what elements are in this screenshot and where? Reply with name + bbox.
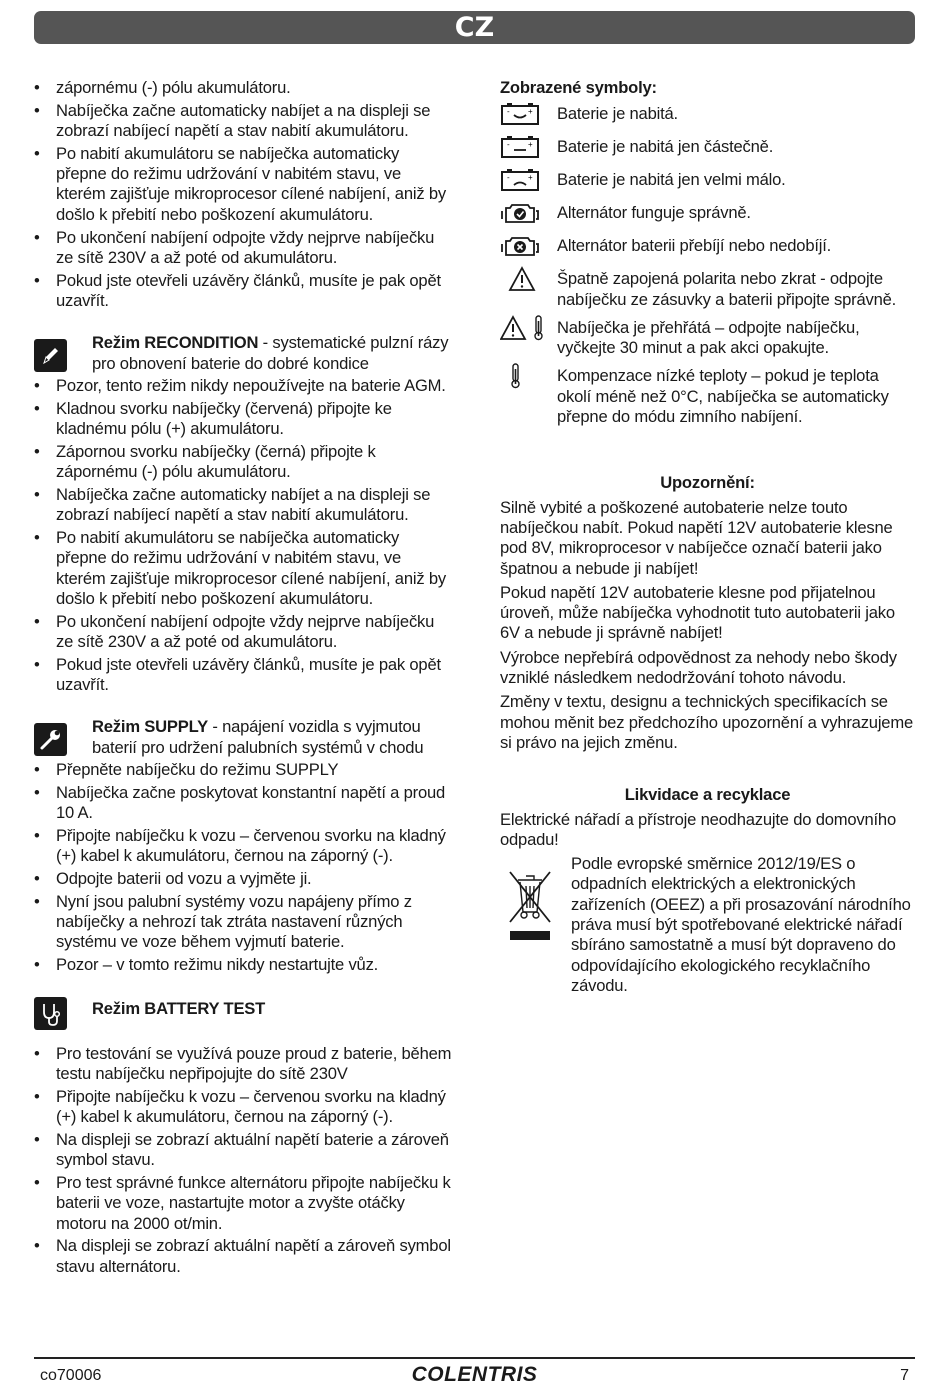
recycling-text: Podle evropské směrnice 2012/19/ES o odpadních elektrických a elektronických zařízeních (OEEZ) a při prosazování národního práva musí být spotřebované elektrické nářadí sbíráno samostatně a musí být dopraveno do odpovídajícího ekologického recyklačního závodu.: [571, 854, 911, 995]
product-code: co70006: [40, 1367, 102, 1384]
symbol-row: [500, 170, 915, 195]
svg-text:-: -: [507, 140, 510, 150]
svg-text:+: +: [528, 107, 533, 117]
list-item: • Nyní jsou palubní systémy vozu napájeny přímo z nabíječky a nehrozí tak ztráta nastavení různých systému ve voze během vyjmutí baterie.: [34, 892, 454, 953]
warning-paragraph: Výrobce nepřebírá odpovědnost za nehody nebo škody vzniklé následkem nedodržování tohoto návodu.: [500, 647, 897, 688]
list-item: • Na displeji se zobrazí aktuální napětí a zároveň symbol stavu alternátoru.: [34, 1236, 454, 1277]
symbol-row: [500, 104, 915, 129]
list-item: • Nabíječka začne automaticky nabíjet a na displeji se zobrazí nabíjecí napětí a stav nabití akumulátoru.: [34, 101, 454, 142]
warning-thermometer-icon: [500, 315, 544, 341]
list-item: • Po nabití akumulátoru se nabíječka automaticky přepne do režimu udržování v nabitém stavu, ve kterém zajišťuje mikroprocesor cílené nabíjení, aniž by došlo k přebití nebo poškození akumulátoru.: [34, 144, 454, 225]
recondition-mode-heading: [34, 333, 454, 374]
list-item: • Pozor, tento režim nikdy nepoužívejte na baterie AGM.: [34, 376, 454, 396]
warning-paragraph: Změny v textu, designu a technických specifikacích se mohou měnit bez předchozího upozornění a vyhrazujeme si právo na jejich změnu.: [500, 692, 913, 752]
warning-paragraph: Pokud napětí 12V autobaterie klesne pod přijatelnou úroveň, může nabíječka vyhodnotit tuto autobaterii jako 6V a nebude ji správně nabíjet!: [500, 582, 895, 643]
wrench-icon: [34, 723, 67, 756]
battery-test-mode-heading: [34, 999, 454, 1019]
left-column: [34, 78, 454, 1279]
list-item: • Připojte nabíječku k vozu – červenou svorku na kladný (+) kabel k akumulátoru, černou na záporný (-).: [34, 1087, 454, 1128]
charging-steps-list: [34, 78, 454, 311]
language-header: CZ: [34, 11, 915, 44]
symbol-row: [500, 269, 915, 310]
symbol-description: Baterie je nabitá.: [557, 104, 678, 124]
alternator-ok-icon: [500, 200, 544, 226]
list-item: • Pro testování se využívá pouze proud z baterie, během testu nabíječku nepřipojujte do sítě 230V: [34, 1044, 454, 1085]
list-item: • Pokud jste otevřeli uzávěry článků, musíte je pak opět uzavřít.: [34, 271, 454, 312]
svg-text:+: +: [528, 173, 533, 183]
svg-text:-: -: [507, 173, 510, 183]
crossed-bin-icon: [506, 866, 554, 944]
footer: [34, 1357, 915, 1386]
svg-text:-: -: [507, 107, 510, 117]
list-item: • Po nabití akumulátoru se nabíječka automaticky přepne do režimu udržování v nabitém stavu, ve kterém zajišťuje mikroprocesor cílené nabíjení, aniž by došlo k přebití nebo poškození akumulátoru.: [34, 528, 454, 609]
thermometer-icon: [500, 363, 544, 389]
alternator-fault-icon: [500, 233, 544, 259]
battery-full-icon: [500, 101, 544, 127]
list-item: • zápornému (-) pólu akumulátoru.: [34, 78, 454, 98]
list-item: • Přepněte nabíječku do režimu SUPPLY: [34, 760, 454, 780]
warning-paragraph: Silně vybité a poškozené autobaterie nelze touto nabíječkou nabít. Pokud napětí 12V autobaterie klesne pod 8V, mikroprocesor v nabíječce označí baterii jako špatnou a nebude ji nabíjet!: [500, 497, 893, 578]
supply-mode-heading: [34, 717, 454, 758]
recycling-title: Likvidace a recyklace: [624, 785, 791, 805]
brand-logo: COLENTRIS: [411, 1363, 538, 1386]
symbol-row: [500, 318, 915, 359]
right-column: [500, 78, 915, 996]
list-item: • Na displeji se zobrazí aktuální napětí baterie a zároveň symbol stavu.: [34, 1130, 454, 1171]
warning-paragraphs: [500, 498, 915, 754]
weee-section: [500, 854, 915, 996]
battery-low-icon: [500, 167, 544, 193]
svg-text:+: +: [528, 140, 533, 150]
pencil-icon: [34, 339, 67, 372]
recycling-intro: Elektrické nářadí a přístroje neodhazujte do domovního odpadu!: [500, 809, 896, 849]
supply-desc: - napájení vozidla s vyjmutou baterií pro udržení palubních systémů v chodu: [92, 717, 424, 757]
battery-partial-icon: [500, 134, 544, 160]
warning-icon: [500, 266, 544, 292]
list-item: • Nabíječka začne poskytovat konstantní napětí a proud 10 A.: [34, 783, 454, 824]
list-item: • Po ukončení nabíjení odpojte vždy nejprve nabíječku ze sítě 230V a až poté od akumulátoru.: [34, 612, 454, 653]
symbol-row: [500, 236, 915, 261]
list-item: • Pozor – v tomto režimu nikdy nestartujte vůz.: [34, 955, 454, 975]
symbol-description: Baterie je nabitá jen velmi málo.: [557, 170, 786, 190]
symbols-title: Zobrazené symboly:: [500, 78, 657, 97]
recondition-title: Režim RECONDITION: [92, 333, 259, 353]
supply-title: Režim SUPPLY: [92, 717, 208, 737]
symbol-description: Nabíječka je přehřátá – odpojte nabíječku, vyčkejte 30 minut a pak akci opakujte.: [557, 317, 860, 358]
list-item: • Odpojte baterii od vozu a vyjměte ji.: [34, 869, 454, 889]
symbol-description: Alternátor funguje správně.: [557, 203, 751, 223]
warning-title: Upozornění:: [660, 473, 755, 493]
symbol-description: Kompenzace nízké teploty – pokud je teplota okolí méně než 0°C, nabíječka se automaticky přepne do módu zimního nabíjení.: [557, 366, 889, 427]
list-item: • Pokud jste otevřeli uzávěry článků, musíte je pak opět uzavřít.: [34, 655, 454, 696]
symbol-description: Špatně zapojená polarita nebo zkrat - odpojte nabíječku ze zásuvky a baterii připojte správně.: [557, 269, 897, 309]
symbol-row: [500, 366, 915, 427]
symbol-row: [500, 203, 915, 228]
symbols-list: [500, 104, 915, 427]
symbol-row: [500, 137, 915, 162]
supply-list: [34, 760, 454, 975]
symbol-description: Alternátor baterii přebíjí nebo nedobíjí.: [557, 236, 832, 256]
page-number: 7: [900, 1367, 909, 1384]
battery-test-list: [34, 1044, 454, 1277]
list-item: • Zápornou svorku nabíječky (černá) připojte k zápornému (-) pólu akumulátoru.: [34, 442, 454, 483]
recondition-desc: - systematické pulzní rázy pro obnovení baterie do dobré kondice: [92, 333, 449, 373]
list-item: • Připojte nabíječku k vozu – červenou svorku na kladný (+) kabel k akumulátoru, černou na záporný (-).: [34, 826, 454, 867]
battery-test-title: Režim BATTERY TEST: [92, 999, 266, 1019]
list-item: • Nabíječka začne automaticky nabíjet a na displeji se zobrazí nabíjecí napětí a stav nabití akumulátoru.: [34, 485, 454, 526]
symbol-description: Baterie je nabitá jen částečně.: [557, 137, 774, 157]
list-item: • Po ukončení nabíjení odpojte vždy nejprve nabíječku ze sítě 230V a až poté od akumulátoru.: [34, 228, 454, 269]
list-item: • Pro test správné funkce alternátoru připojte nabíječku k baterii ve voze, nastartujte motor a zvyšte otáčky motoru na 2000 ot/min.: [34, 1173, 454, 1234]
recondition-list: [34, 376, 454, 695]
list-item: • Kladnou svorku nabíječky (červená) připojte ke kladnému pólu (+) akumulátoru.: [34, 399, 454, 440]
stethoscope-icon: [34, 997, 67, 1030]
